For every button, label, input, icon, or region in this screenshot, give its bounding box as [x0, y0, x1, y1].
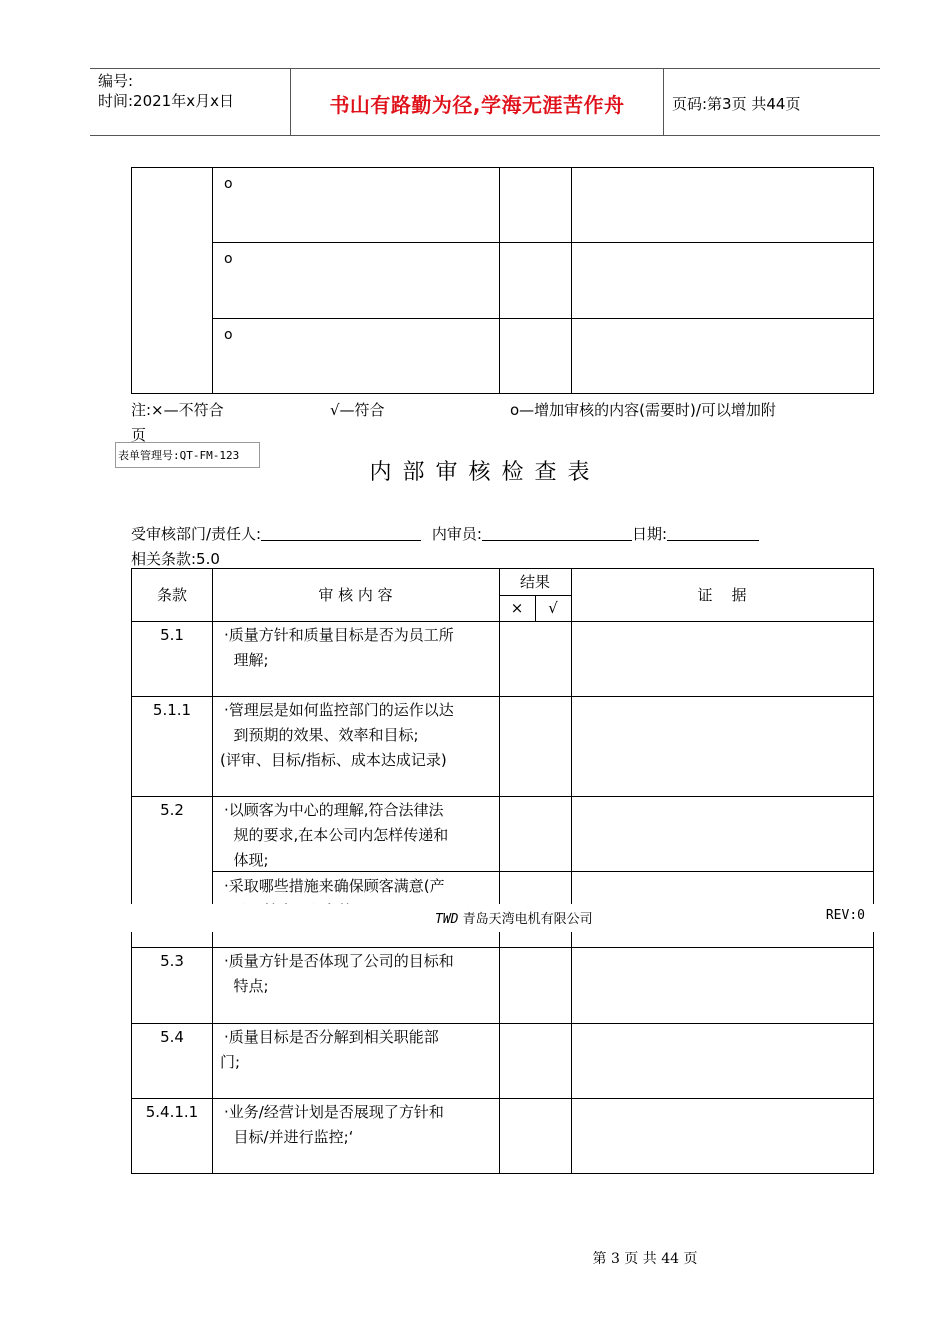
col-divider [212, 168, 213, 393]
clause-cell: 5.4.1.1 [145, 1103, 199, 1121]
content-line: ·质量方针是否体现了公司的目标和 [224, 952, 454, 970]
clause-cell: 5.3 [160, 952, 184, 970]
time-label: 时间:2021年x月x日 [98, 92, 234, 110]
dept-label: 受审核部门/责任人: [131, 525, 262, 543]
checklist-table [131, 568, 874, 1174]
row-divider [132, 947, 873, 948]
revision: REV:0 [825, 908, 865, 923]
form-title: 内部审核检查表 [369, 460, 601, 485]
header-motto: 书山有路勤为径,学海无涯苦作舟 [329, 93, 625, 117]
clause-cell: 5.2 [160, 801, 184, 819]
header-divider [290, 69, 291, 136]
content-line: 特点; [224, 977, 269, 995]
header-result: 结果 [519, 573, 550, 591]
legend-add-cont: 页 [131, 426, 147, 444]
legend-add: o—增加审核的内容(需要时)/可以增加附 [510, 401, 776, 419]
add-mark: o [224, 176, 233, 192]
header-clause: 条款 [156, 586, 187, 604]
content-line: ·管理层是如何监控部门的运作以达 [224, 701, 454, 719]
content-line: ·以顾客为中心的理解,符合法律法 [224, 801, 444, 819]
clause-cell: 5.1.1 [152, 701, 192, 719]
add-mark: o [224, 251, 233, 267]
header-divider [663, 69, 664, 136]
content-line: ·采取哪些措施来确保顾客满意(产 [224, 877, 445, 895]
col-divider [571, 168, 572, 393]
row-divider [132, 1098, 873, 1099]
content-line: 门; [220, 1053, 241, 1071]
dept-field[interactable] [261, 525, 421, 541]
header-content: 审 核 内 容 [318, 586, 393, 604]
content-line: ·质量方针和质量目标是否为员工所 [224, 626, 454, 644]
header-evidence: 证 据 [697, 586, 747, 604]
content-line: ·业务/经营计划是否展现了方针和 [224, 1103, 444, 1121]
legend-pass: √—符合 [330, 401, 385, 419]
clause-ref: 相关条款:5.0 [131, 550, 220, 568]
company-name [435, 908, 593, 927]
header-pass: √ [548, 599, 558, 617]
content-line: 体现; [224, 851, 269, 869]
auditor-field[interactable] [482, 525, 632, 541]
row-divider [212, 871, 873, 872]
content-line: 规的要求,在本公司内怎样传递和 [224, 826, 449, 844]
company-footer [130, 904, 875, 932]
form-number: 表单管理号:QT-FM-123 [115, 442, 260, 468]
col-divider [499, 168, 500, 393]
auditor-label: 内审员: [431, 525, 482, 543]
clause-cell: 5.4 [160, 1028, 184, 1046]
company-prefix: TWD [435, 912, 459, 927]
row-divider [132, 796, 873, 797]
page-footer: 第 3 页 共 44 页 [592, 1251, 698, 1267]
continued-table [131, 167, 874, 394]
content-line: 理解; [224, 651, 269, 669]
page-header [90, 68, 880, 136]
company-text: 青岛天湾电机有限公司 [462, 912, 593, 927]
row-divider [132, 621, 873, 622]
content-line: ·质量目标是否分解到相关职能部 [224, 1028, 439, 1046]
audit-info [131, 523, 759, 544]
row-divider [132, 696, 873, 697]
row-divider [132, 1023, 873, 1024]
legend-fail: 注:×—不符合 [131, 401, 224, 419]
clause-cell: 5.1 [160, 626, 184, 644]
number-label: 编号: [98, 72, 134, 90]
date-field[interactable] [667, 525, 759, 541]
row-divider [212, 318, 873, 319]
date-label: 日期: [631, 525, 668, 543]
content-line: 到预期的效果、效率和目标; [224, 726, 419, 744]
content-line: (评审、目标/指标、成本达成记录) [220, 751, 447, 769]
content-line: 目标/并进行监控;‘ [224, 1128, 354, 1146]
row-divider [212, 242, 873, 243]
header-fail: × [510, 599, 524, 617]
header-meta [98, 71, 288, 111]
add-mark: o [224, 327, 233, 343]
header-page-label: 页码:第3页 共44页 [672, 95, 801, 113]
